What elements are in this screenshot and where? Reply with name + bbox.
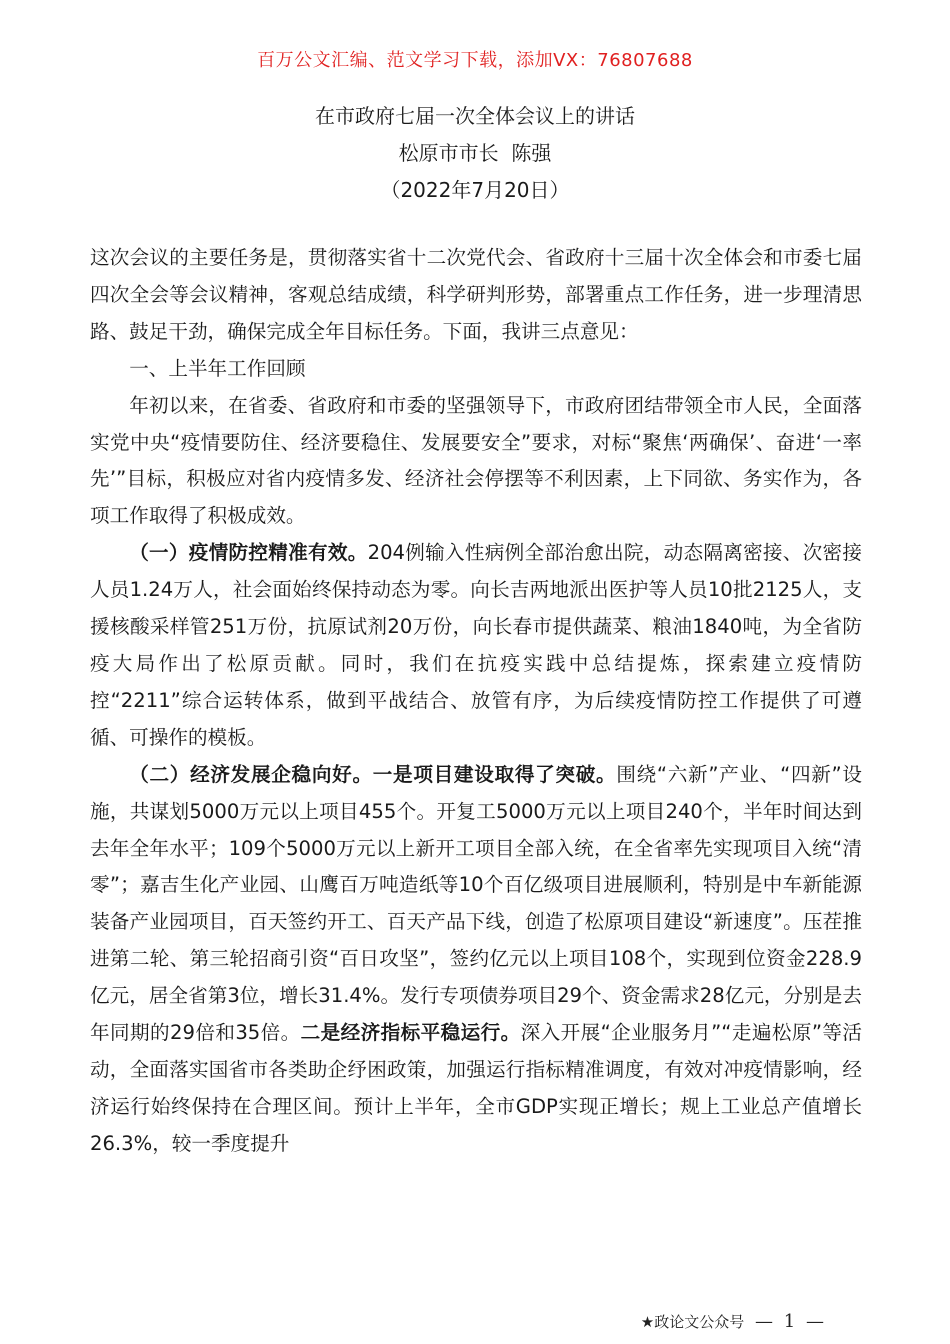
paragraph-economy-text-1: 围绕“六新”产业、“四新”设施，共谋划5000万元以上项目455个。开复工5000万元以上项目240个，半年时间达到去年全年水平；109个5000万元以上新开工项目全部入统，在全省率先实现项目入统“清零”；嘉吉生化产业园、山鹰百万吨造纸等10个百亿级项目进展顺利，特别是中车新能源装备产业园项目，百天签约开工、百天产品下线，创造了松原项目建设“新速度”。压茬推进第二轮、第三轮招商引资“百日攻坚”，签约亿元以上项目108个，实现到位资金228.9亿元，居全省第3位，增长31.4%。发行专项债券项目29个、资金需求28亿元，分别是去年同期的29倍和35倍。: [90, 762, 862, 1045]
paragraph-review: 年初以来，在省委、省政府和市委的坚强领导下，市政府团结带领全市人民，全面落实党中央“疫情要防住、经济要稳住、发展要安全”要求，对标“聚焦‘两确保’、奋进‘一率先’”目标，积极应对省内疫情多发、经济社会停摆等不利因素，上下同欲、务实作为，各项工作取得了积极成效。: [90, 393, 862, 528]
paragraph-economy-subheading: 二是经济指标平稳运行。: [300, 1021, 521, 1045]
footer-source: ★政论文公众号: [640, 1313, 745, 1331]
speech-header: [0, 98, 950, 209]
paragraph-economy-text-2: 深入开展“企业服务月”“走遍松原”等活动，全面落实国省市各类助企纾困政策，加强运行指标精准调度，有效对冲疫情影响，经济运行始终保持在合理区间。预计上半年，全市GDP实现正增长；规上工业总产值增长26.3%，较一季度提升: [90, 1021, 862, 1155]
page-footer: [641, 1311, 830, 1332]
paragraph-epidemic-text: 204例输入性病例全部治愈出院，动态隔离密接、次密接人员1.24万人，社会面始终保持动态为零。向长吉两地派出医护等人员10批2125人，支援核酸采样管251万份，抗原试剂20万份，向长春市提供蔬菜、粮油1840吨，为全省防疫大局作出了松原贡献。同时，我们在抗疫实践中总结提炼，探索建立疫情防控“2211”综合运转体系，做到平战结合、放管有序，为后续疫情防控工作提供了可遵循、可操作的模板。: [90, 541, 863, 749]
speech-body: [90, 240, 862, 1163]
section-heading-1: 一、上半年工作回顾: [129, 356, 306, 380]
paragraph-epidemic: [90, 535, 862, 756]
speech-title: 在市政府七届一次全体会议上的讲话: [315, 104, 635, 128]
paragraph-intro: 这次会议的主要任务是，贯彻落实省十二次党代会、省政府十三届十次全体会和市委七届四次全会等会议精神，客观总结成绩，科学研判形势，部署重点工作任务，进一步理清思路、鼓足干劲，确保完成全年目标任务。下面，我讲三点意见：: [90, 246, 862, 343]
footer-dash-left: —: [754, 1311, 773, 1332]
page-number: 1: [783, 1311, 796, 1332]
speech-date: （2022年7月20日）: [380, 178, 570, 202]
paragraph-epidemic-heading: （一）疫情防控精准有效。: [129, 541, 368, 565]
paragraph-economy-heading: （二）经济发展企稳向好。一是项目建设取得了突破。: [129, 762, 617, 786]
paragraph-economy: [90, 757, 862, 1163]
speech-author: 松原市市长 陈强: [398, 141, 552, 165]
footer-dash-right: —: [806, 1311, 824, 1332]
watermark-banner: 百万公文汇编、范文学习下载，添加VX：76807688: [257, 50, 693, 71]
